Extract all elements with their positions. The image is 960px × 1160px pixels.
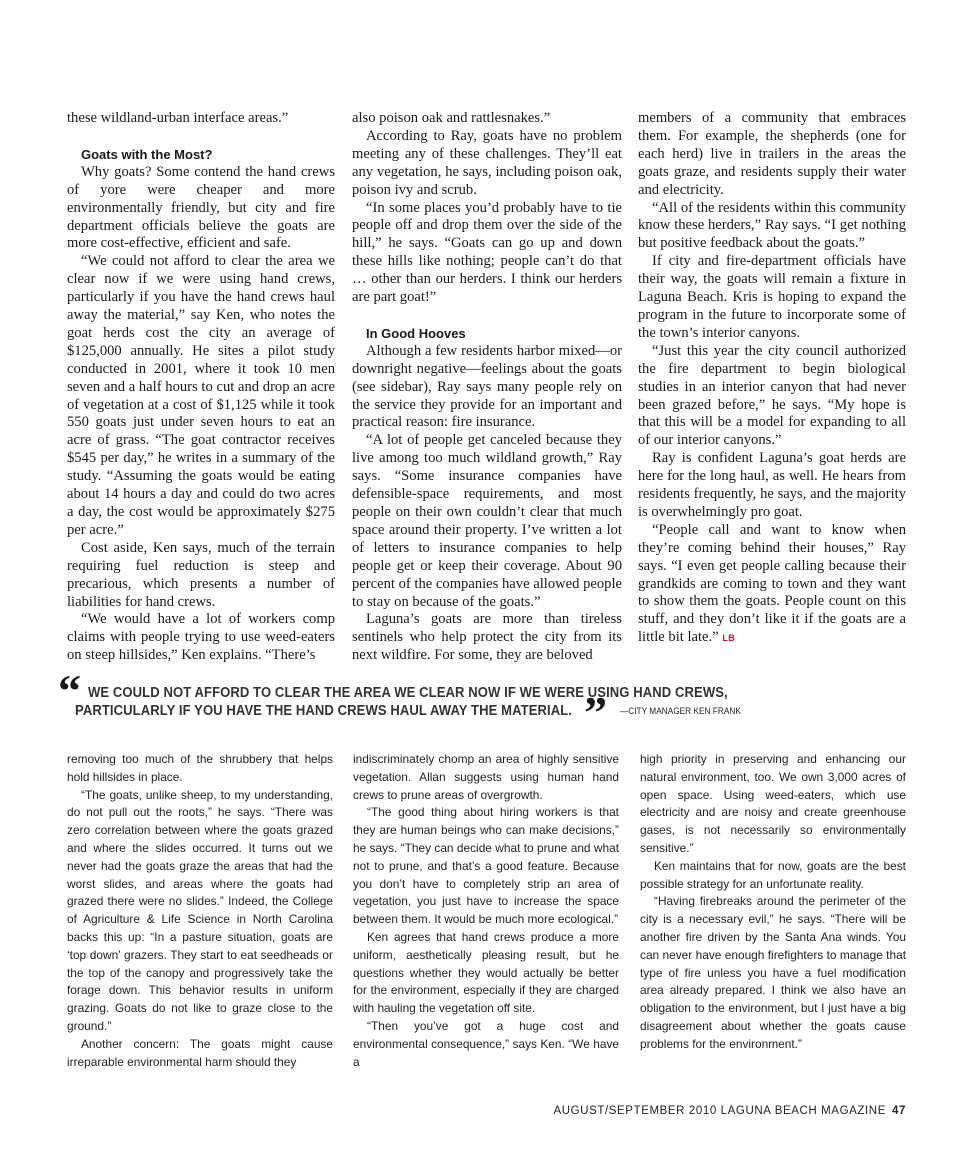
paragraph: Why goats? Some contend the hand crews of yore were cheaper and more environmentally friendly, but city and fire department officials believe the goats are more cost-effective, efficient and safe. xyxy=(67,163,335,252)
pull-quote-line-2: PARTICULARLY IF YOU HAVE THE HAND CREWS HAUL AWAY THE MATERIAL. xyxy=(75,703,573,719)
paragraph: indiscriminately chomp an area of highly sensitive vegetation. Allan suggests using human hand crews to prune areas of overgrowth. xyxy=(353,752,619,802)
paragraph: Another concern: The goats might cause irreparable environmental harm should they xyxy=(67,1036,333,1069)
paragraph: Ken maintains that for now, goats are the best possible strategy for an unfortunate reality. xyxy=(640,858,906,891)
top-column-3 xyxy=(638,110,906,648)
paragraph: also poison oak and rattlesnakes.” xyxy=(352,110,551,126)
paragraph: If city and fire-department officials have their way, the goats will remain a fixture in Laguna Beach. Kris is hoping to expand the program in the future to incorporate some of the town’s interior canyons. xyxy=(638,253,906,341)
pull-quote-line-1: WE COULD NOT AFFORD TO CLEAR THE AREA WE CLEAR NOW IF WE WERE USING HAND CREWS, xyxy=(88,685,728,701)
paragraph: “Having firebreaks around the perimeter of the city is a necessary evil,” he says. “There will be another fire driven by the Santa Ana winds. You can never have enough firefighters to manage that type of fire unless you have a fuel modification area already prepared. I think we also have an obligation to the environment, but I just have a big disagreement about whether the goats cause problems for the environment.” xyxy=(640,894,906,1051)
bottom-column-3 xyxy=(640,751,906,1054)
paragraph: “Then you’ve got a huge cost and environmental consequence,” says Ken. “We have a xyxy=(353,1018,619,1069)
paragraph: these wildland-urban interface areas.” xyxy=(67,110,289,126)
paragraph: Although a few residents harbor mixed—or downright negative—feelings about the goats (see sidebar), Ray says many people rely on the service they provide for an important and practical reason: fire insurance. xyxy=(352,342,622,431)
pull-quote xyxy=(58,665,918,738)
top-column-1 xyxy=(67,110,335,665)
closing-paragraph-text: “People call and want to know when they’re coming behind their houses,” Ray says. “I even get people calling because their grandkids are coming to town and they want to show them the goats. People count on this stuff, and they don’t like it if the goats are a little bit late.” xyxy=(638,521,906,646)
paragraph: “The good thing about hiring workers is that they are human beings who can make decisions,” he says. “They can decide what to prune and what not to prune, and that’s a good feature. Because you don’t have to completely strip an area of vegetation, you just have to increase the space between them. It would be much more ecological.” xyxy=(353,805,619,927)
paragraph: “We could not afford to clear the area we clear now if we were using hand crews, particularly if you have the hand crews haul away the material,” say Ken, who notes the goat herds cost the city an average of $125,000 annually. He sites a pilot study conducted in 2001, where it took 10 men seven and a half hours to cut and drop an acre of vegetation at a cost of $1,125 while it took 550 goats just under seven hours to eat an acre of grass. “The goat contractor receives $545 per day,” he writes in a summary of the study. “Assuming the goats would be eating about 14 hours a day and could do two acres a day, the cost would be approximately $275 per acre.” xyxy=(67,253,335,538)
paragraph: “We would have a lot of workers comp claims with people trying to use weed-eaters on steep hillsides,” Ken explains. “There’s xyxy=(67,611,335,664)
close-quote-mark: ” xyxy=(584,687,607,738)
paragraph: “The goats, unlike sheep, to my understanding, do not pull out the roots,” he says. “There was zero correlation between where the goats grazed and where the slides occurred. It turns out we never had the goats graze the areas that had the worst slides, and areas where the goats had grazed there were no slides.” Indeed, the College of Agriculture & Life Science in North Carolina backs this up: “In a pasture situation, goats are ‘top down’ grazers. They start to eat seedheads or the top of the canopy and progressively take the forage down. This behavior results in uniform grazing. Goats do not like to graze close to the ground.” xyxy=(67,787,333,1033)
paragraph: removing too much of the shrubbery that helps hold hillsides in place. xyxy=(67,752,333,784)
paragraph: Laguna’s goats are more than tireless sentinels who help protect the city from its next wildfire. For some, they are beloved xyxy=(352,611,622,664)
paragraph: Cost aside, Ken says, much of the terrain requiring fuel reduction is steep and precarious, which presents a number of liabilities for hand crews. xyxy=(67,539,335,610)
paragraph xyxy=(638,522,906,648)
paragraph: “In some places you’d probably have to tie people off and drop them over the side of the hill,” he says. “Goats can go up and down these hills like nothing; people can’t do that … other than our herders. I think our herders are part goat!” xyxy=(352,199,622,306)
paragraph: members of a community that embraces them. For example, the shepherds (one for each herd) live in trailers in the areas the goats graze, and residents supply their water and electricity. xyxy=(638,110,906,198)
paragraph: “All of the residents within this community know these herders,” Ray says. “I get nothing but positive feedback about the goats.” xyxy=(638,199,906,252)
section-heading: Goats with the Most? xyxy=(81,146,213,162)
page-footer xyxy=(553,1105,906,1117)
pull-quote-attribution: —CITY MANAGER KEN FRANK xyxy=(620,706,741,716)
open-quote-mark: “ xyxy=(58,665,81,716)
paragraph: “Just this year the city council authorized the fire department to begin biological studies in an interior canyon that had never been grazed before,” he says. “My hope is that this will be a model for expanding to all of our interior canyons.” xyxy=(638,342,906,449)
end-sign-off: LB xyxy=(722,633,736,644)
top-column-2 xyxy=(352,110,622,665)
paragraph: “A lot of people get canceled because they live among too much wildland growth,” Ray says. “Some insurance companies have defensible-space requirements, and most people on their own couldn’t clear that much space around their property. I’ve written a lot of letters to insurance companies to help people get or keep their coverage. About 90 percent of the companies have allowed people to stay on because of the goats.” xyxy=(352,432,622,610)
paragraph: Ray is confident Laguna’s goat herds are here for the long haul, as well. He hears from residents frequently, he says, and the majority is overwhelmingly pro goat. xyxy=(638,450,906,520)
paragraph: Ken agrees that hand crews produce a more uniform, aesthetically pleasing result, but he questions whether they would actually be better for the environment, especially if they are charged with hauling the vegetation off site. xyxy=(353,929,619,1016)
bottom-column-2 xyxy=(353,751,619,1071)
bottom-column-1 xyxy=(67,751,333,1071)
paragraph: According to Ray, goats have no problem meeting any of these challenges. They’ll eat any vegetation, he says, including poison oak, poison ivy and scrub. xyxy=(352,127,622,198)
section-heading: In Good Hooves xyxy=(366,325,466,341)
folio-text: AUGUST/SEPTEMBER 2010 LAGUNA BEACH MAGAZINE xyxy=(553,1105,886,1117)
page-number: 47 xyxy=(892,1105,906,1117)
paragraph: high priority in preserving and enhancing our natural environment, too. We own 3,000 acres of open space. Using weed-eaters, which use electricity and are noisy and create greenhouse gases, is not necessarily so environmentally sensitive.” xyxy=(640,752,906,855)
